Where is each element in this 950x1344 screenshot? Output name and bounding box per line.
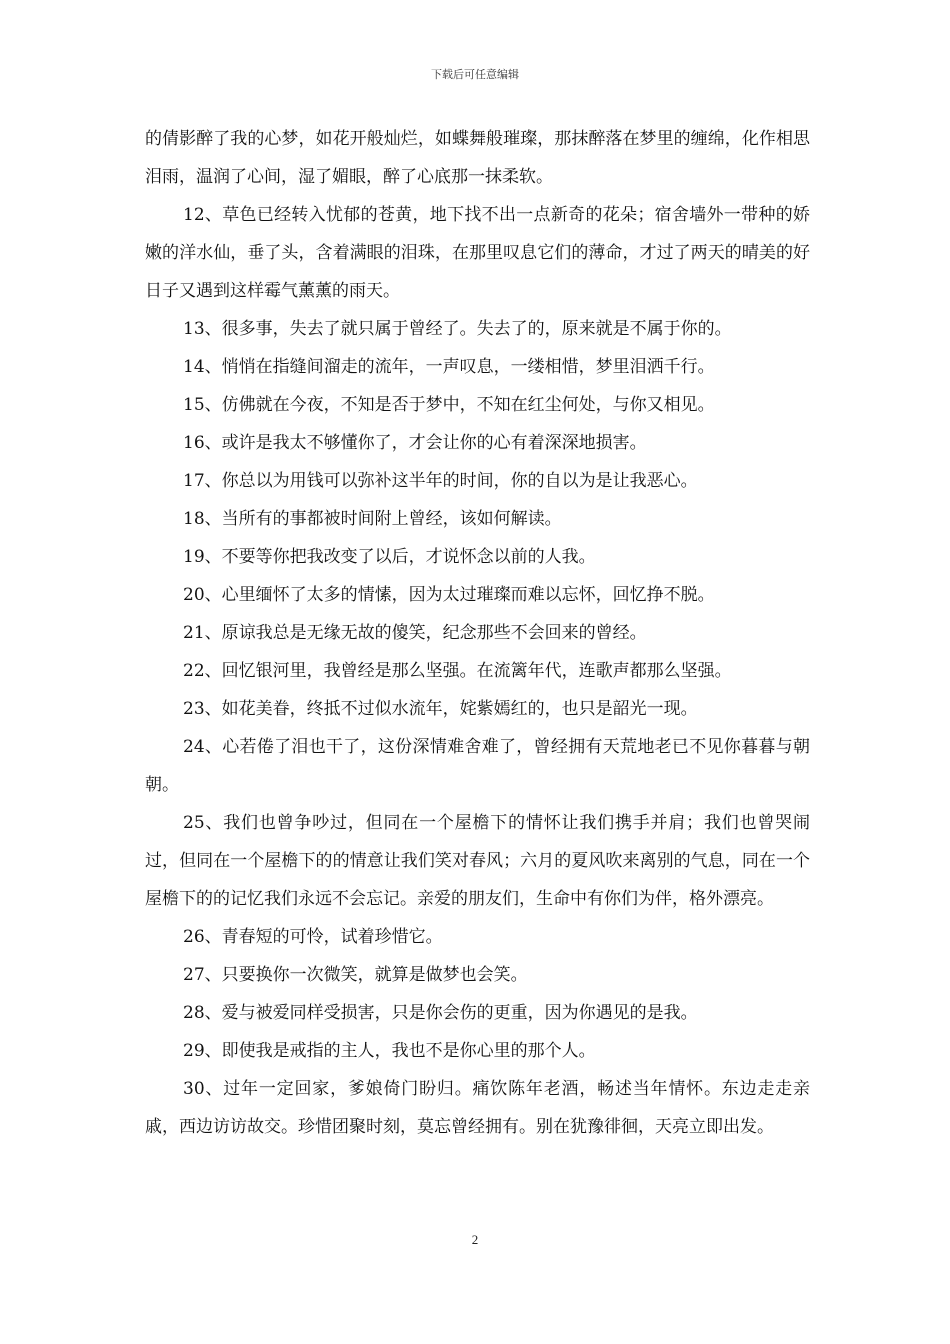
document-body bbox=[145, 120, 810, 1146]
list-item-17: 17、你总以为用钱可以弥补这半年的时间，你的自以为是让我恶心。 bbox=[183, 471, 698, 491]
list-item-14: 14、悄悄在指缝间溜走的流年，一声叹息，一缕相惜，梦里泪洒千行。 bbox=[183, 357, 715, 377]
list-item-16: 16、或许是我太不够懂你了，才会让你的心有着深深地损害。 bbox=[183, 433, 647, 453]
list-item-18: 18、当所有的事都被时间附上曾经，该如何解读。 bbox=[183, 509, 562, 529]
list-item-20: 20、心里缅怀了太多的情愫，因为太过璀璨而难以忘怀，回忆挣不脱。 bbox=[183, 585, 715, 605]
list-item-28: 28、爱与被爱同样受损害，只是你会伤的更重，因为你遇见的是我。 bbox=[183, 1003, 698, 1023]
list-item-30: 30、过年一定回家，爹娘倚门盼归。痛饮陈年老酒，畅述当年情怀。东边走走亲戚，西边访访故交。珍惜团聚时刻，莫忘曾经拥有。别在犹豫徘徊，天亮立即出发。 bbox=[145, 1079, 810, 1137]
list-item-23: 23、如花美眷，终抵不过似水流年，姹紫嫣红的，也只是韶光一现。 bbox=[183, 699, 698, 719]
page-header: 下载后可任意编辑 bbox=[431, 68, 519, 81]
list-item-25: 25、我们也曾争吵过，但同在一个屋檐下的情怀让我们携手并肩；我们也曾哭闹过，但同在一个屋檐下的的情意让我们笑对春风；六月的夏风吹来离别的气息，同在一个屋檐下的的记忆我们永远不会忘记。亲爱的朋友们，生命中有你们为伴，格外漂亮。 bbox=[145, 813, 810, 909]
list-item-27: 27、只要换你一次微笑，就算是做梦也会笑。 bbox=[183, 965, 528, 985]
list-item-24: 24、心若倦了泪也干了，这份深情难舍难了，曾经拥有天荒地老已不见你暮暮与朝朝。 bbox=[145, 737, 810, 795]
list-item-29: 29、即使我是戒指的主人，我也不是你心里的那个人。 bbox=[183, 1041, 596, 1061]
paragraph-continuation: 的倩影醉了我的心梦，如花开般灿烂，如蝶舞般璀璨，那抹醉落在梦里的缠绵，化作相思泪雨，温润了心间，湿了媚眼，醉了心底那一抹柔软。 bbox=[145, 129, 810, 187]
list-item-12: 12、草色已经转入忧郁的苍黄，地下找不出一点新奇的花朵；宿舍墙外一带种的娇嫩的洋水仙，垂了头，含着满眼的泪珠，在那里叹息它们的薄命，才过了两天的晴美的好日子又遇到这样霉气薰薰的雨天。 bbox=[145, 205, 810, 301]
page-number: 2 bbox=[471, 1232, 479, 1247]
list-item-26: 26、青春短的可怜，试着珍惜它。 bbox=[183, 927, 443, 947]
list-item-13: 13、很多事，失去了就只属于曾经了。失去了的，原来就是不属于你的。 bbox=[183, 319, 732, 339]
list-item-19: 19、不要等你把我改变了以后，才说怀念以前的人我。 bbox=[183, 547, 596, 567]
list-item-22: 22、回忆银河里，我曾经是那么坚强。在流篱年代，连歌声都那么坚强。 bbox=[183, 661, 732, 681]
list-item-21: 21、原谅我总是无缘无故的傻笑，纪念那些不会回来的曾经。 bbox=[183, 623, 647, 643]
list-item-15: 15、仿佛就在今夜，不知是否于梦中，不知在红尘何处，与你又相见。 bbox=[183, 395, 715, 415]
